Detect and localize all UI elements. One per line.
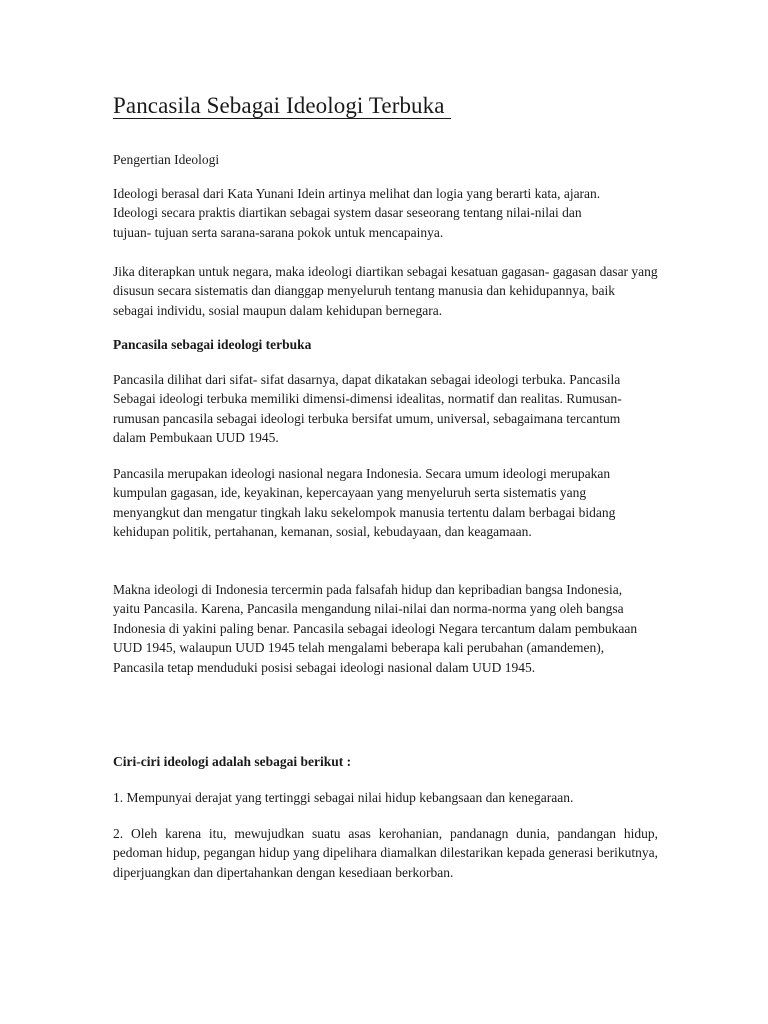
paragraph-open-ideology: Pancasila dilihat dari sifat- sifat dasarnya, dapat dikatakan sebagai ideologi terbuka. Pancasila Sebagai ideologi terbuka memiliki dimensi-dimensi idealitas, normatif dan realitas. Rumusan- rumusan pancasila sebagai ideologi terbuka bersifat umum, universal, sebagaimana tercantum dalam Pembukaan UUD 1945. xyxy=(113,372,622,446)
section-heading-pengertian: Pengertian Ideologi xyxy=(113,152,220,167)
section-heading-characteristics: Ciri-ciri ideologi adalah sebagai berikut : xyxy=(113,754,352,769)
paragraph-ideology-meaning: Makna ideologi di Indonesia tercermin pada falsafah hidup dan kepribadian bangsa Indonesia, yaitu Pancasila. Karena, Pancasila mengandung nilai-nilai dan norma-norma yang oleh bangsa Indonesia di yakini paling benar. Pancasila sebagai ideologi Negara tercantum dalam pembukaan UUD 1945, walaupun UUD 1945 telah mengalami beberapa kali perubahan (amandemen), Pancasila tetap menduduki posisi sebagai ideologi nasional dalam UUD 1945. xyxy=(113,582,638,675)
section-heading-open-ideology: Pancasila sebagai ideologi terbuka xyxy=(113,337,312,352)
document-title-text: Pancasila Sebagai Ideologi Terbuka xyxy=(113,93,451,119)
paragraph-state-ideology: Jika diterapkan untuk negara, maka ideologi diartikan sebagai kesatuan gagasan- gagasan dasar yang disusun secara sistematis dan dianggap menyeluruh tentang manusia dan kehidupannya, baik sebagai individu, sosial maupun dalam kehidupan bernegara. xyxy=(113,264,658,318)
document-title xyxy=(113,92,658,120)
paragraph-national-ideology: Pancasila merupakan ideologi nasional negara Indonesia. Secara umum ideologi merupakan kumpulan gagasan, ide, keyakinan, kepercayaan yang menyeluruh serta sistematis yang menyangkut dan mengatur tingkah laku sekelompok manusia tertentu dalam berbagai bidang kehidupan politik, pertahanan, kemanan, sosial, kebudayaan, dan keagamaan. xyxy=(113,466,616,540)
document-page xyxy=(113,92,658,880)
paragraph-definition: Ideologi berasal dari Kata Yunani Idein artinya melihat dan logia yang berarti kata, ajaran. Ideologi secara praktis diartikan sebagai system dasar seseorang tentang nilai-nilai dan tujuan- tujuan serta sarana-sarana pokok untuk mencapainya. xyxy=(113,186,601,240)
list-item-2: 2. Oleh karena itu, mewujudkan suatu asas kerohanian, pandanagn dunia, pandangan hidup, pedoman hidup, pegangan hidup yang dipelihara diamalkan dilestarikan kepada generasi berikutnya, diperjuangkan dan dipertahankan dengan kesediaan berkorban. xyxy=(113,826,658,880)
list-item-1: 1. Mempunyai derajat yang tertinggi sebagai nilai hidup kebangsaan dan kenegaraan. xyxy=(113,790,574,805)
